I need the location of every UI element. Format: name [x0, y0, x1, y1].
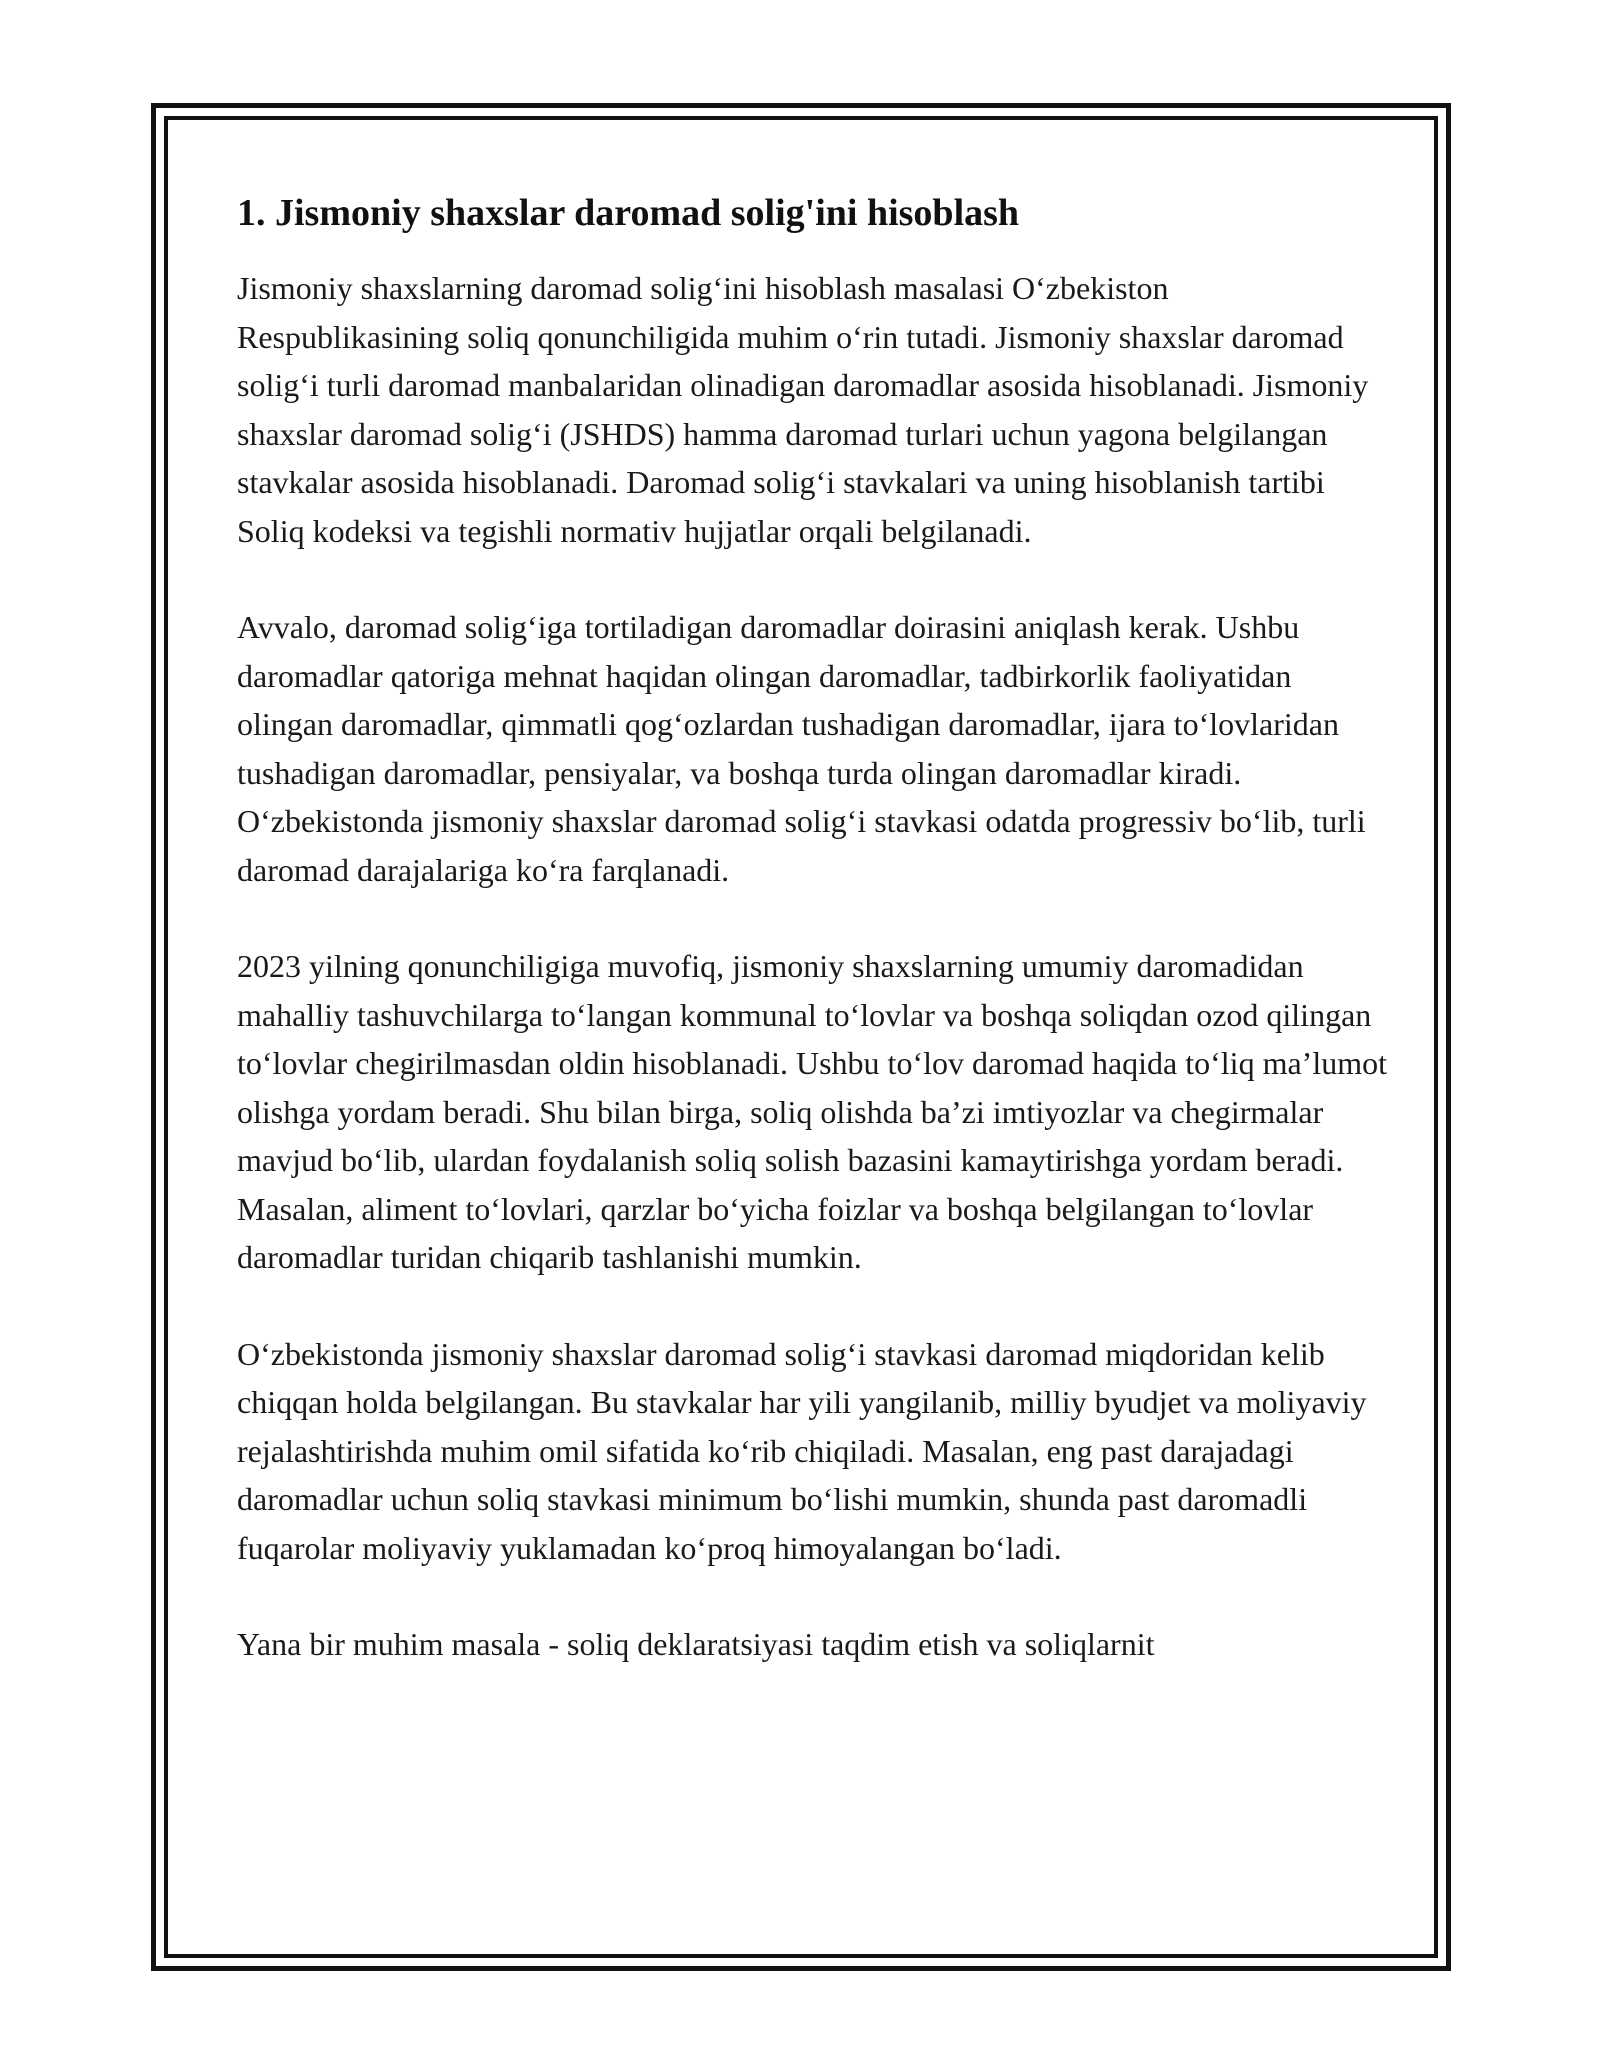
paragraph-3: 2023 yilning qonunchiligiga muvofiq, jismoniy shaxslarning umumiy daromadidan mahalliy tashuvchilarga to‘langan kommunal to‘lovlar va boshqa soliqdan ozod qilingan to‘lovlar chegirilmasdan oldin hisoblanadi. Ushbu to‘lov daromad haqida to‘liq ma’lumot olishga yordam beradi. Shu bilan birga, soliq olishda ba’zi imtiyozlar va chegirmalar mavjud bo‘lib, ulardan foydalanish soliq solish bazasini kamaytirishga yordam beradi. Masalan, aliment to‘lovlari, qarzlar bo‘yicha foizlar va boshqa belgilangan to‘lovlar daromadlar turidan chiqarib tashlanishi mumkin.	[237, 948, 1387, 1275]
document-body	[237, 188, 1387, 1717]
paragraph-1: Jismoniy shaxslarning daromad solig‘ini hisoblash masalasi O‘zbekiston Respublikasining soliq qonunchiligida muhim o‘rin tutadi. Jismoniy shaxslar daromad solig‘i turli daromad manbalaridan olinadigan daromadlar asosida hisoblanadi. Jismoniy shaxslar daromad solig‘i (JSHDS) hamma daromad turlari uchun yagona belgilangan stavkalar asosida hisoblanadi. Daromad solig‘i stavkalari va uning hisoblanish tartibi Soliq kodeksi va tegishli normativ hujjatlar orqali belgilanadi.	[237, 270, 1369, 549]
section-heading: 1. Jismoniy shaxslar daromad solig'ini hisoblash	[237, 192, 1020, 234]
paragraph-2: Avvalo, daromad solig‘iga tortiladigan daromadlar doirasini aniqlash kerak. Ushbu daromadlar qatoriga mehnat haqidan olingan daromadlar, tadbirkorlik faoliyatidan olingan daromadlar, qimmatli qog‘ozlardan tushadigan daromadlar, ijara to‘lovlaridan tushadigan daromadlar, pensiyalar, va boshqa turda olingan daromadlar kiradi. O‘zbekistonda jismoniy shaxslar daromad solig‘i stavkasi odatda progressiv bo‘lib, turli daromad darajalariga ko‘ra farqlanadi.	[237, 609, 1366, 888]
paragraph-4: O‘zbekistonda jismoniy shaxslar daromad solig‘i stavkasi daromad miqdoridan kelib chiqqan holda belgilangan. Bu stavkalar har yili yangilanib, milliy byudjet va moliyaviy rejalashtirishda muhim omil sifatida ko‘rib chiqiladi. Masalan, eng past darajadagi daromadlar uchun soliq stavkasi minimum bo‘lishi mumkin, shunda past daromadli fuqarolar moliyaviy yuklamadan ko‘proq himoyalangan bo‘ladi.	[237, 1335, 1367, 1566]
paragraph-5: Yana bir muhim masala - soliq deklaratsiyasi taqdim etish va soliqlarnit	[237, 1626, 1155, 1662]
